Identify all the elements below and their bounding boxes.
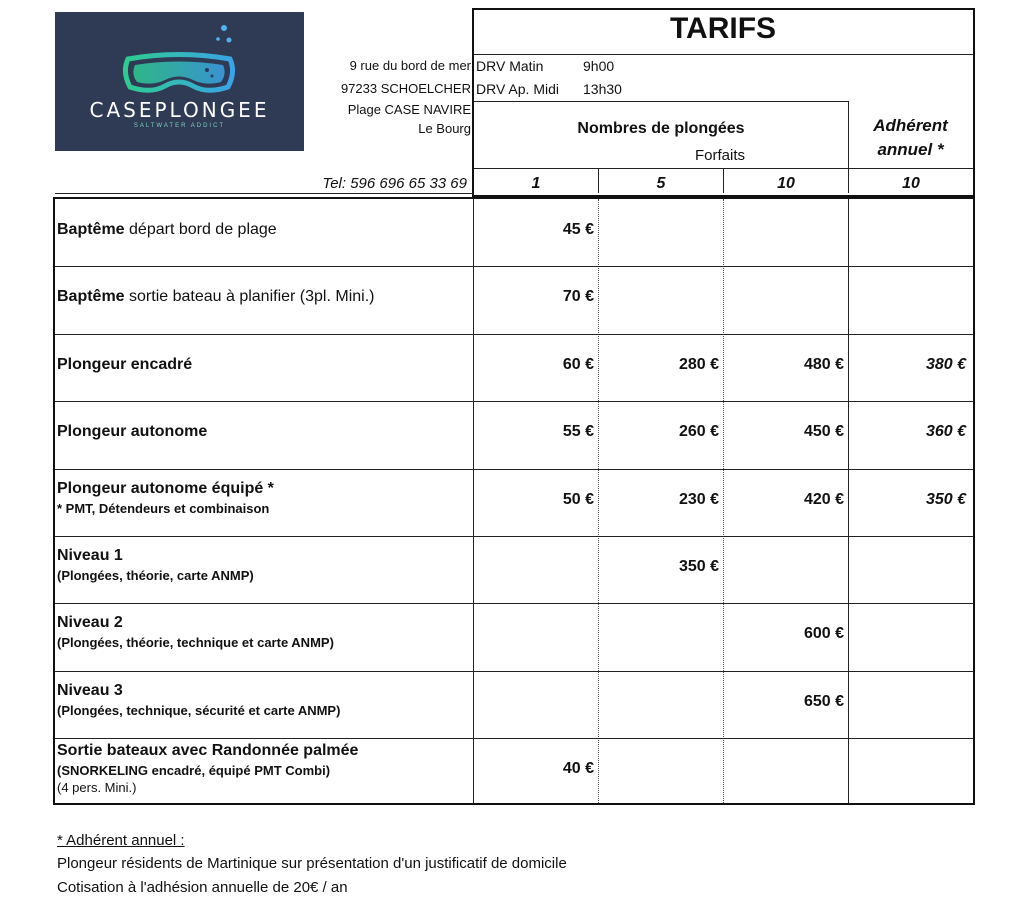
row-divider xyxy=(55,334,973,335)
divider xyxy=(474,101,848,102)
row-note: (Plongées, technique, sécurité et carte ANMP) xyxy=(57,703,341,718)
price-cell: 380 € xyxy=(925,356,966,373)
dives-count-header: Nombres de plongées xyxy=(577,120,745,137)
row-title: Plongeur autonome équipé * xyxy=(57,480,274,497)
drv-label: DRV Ap. Midi xyxy=(476,81,559,97)
price-cell: 70 € xyxy=(562,288,594,305)
price-cell: 280 € xyxy=(678,356,719,373)
row-note: (Plongées, théorie, technique et carte ANMP) xyxy=(57,635,334,650)
price-cell: 45 € xyxy=(562,221,594,238)
row-label xyxy=(57,480,274,516)
price-cell: 260 € xyxy=(678,423,719,440)
column-header-member-10: 10 xyxy=(902,175,920,192)
packages-header: Forfaits xyxy=(695,147,746,164)
row-title: Baptême xyxy=(57,221,125,238)
annual-member-line-2: annuel * xyxy=(877,140,944,159)
brand-name: CASEPLONGEE xyxy=(89,98,270,122)
annual-member-line-1: Adhérent xyxy=(873,116,948,135)
row-title: Niveau 1 xyxy=(57,547,123,564)
price-cell: 350 € xyxy=(925,491,966,508)
row-title: Plongeur encadré xyxy=(57,356,193,373)
row-detail: sortie bateau à planifier (3pl. Mini.) xyxy=(124,288,375,305)
row-title: Baptême xyxy=(57,288,125,305)
divider xyxy=(474,54,973,55)
price-cell: 350 € xyxy=(678,558,719,575)
row-divider xyxy=(55,469,973,470)
divider xyxy=(598,199,599,803)
address-line-2: 97233 SCHOELCHER xyxy=(340,81,471,96)
annual-member-header xyxy=(849,114,972,162)
price-cell: 50 € xyxy=(562,491,594,508)
diving-mask-icon xyxy=(55,12,304,151)
phone-number: Tel: 596 696 65 33 69 xyxy=(322,175,467,192)
row-label xyxy=(57,288,374,306)
drv-label: DRV Matin xyxy=(476,58,544,74)
row-title: Niveau 2 xyxy=(57,614,123,631)
price-cell: 360 € xyxy=(925,423,966,440)
row-label xyxy=(57,614,334,650)
column-header-1: 1 xyxy=(531,175,541,192)
footnote-line-2: Cotisation à l'adhésion annuelle de 20€ / an xyxy=(57,879,348,896)
price-cell: 230 € xyxy=(678,491,719,508)
column-header-10: 10 xyxy=(777,175,795,192)
brand-tagline: SALTWATER ADDICT xyxy=(133,123,226,129)
address-line-4: Le Bourg xyxy=(418,121,471,136)
divider xyxy=(55,193,474,194)
row-divider xyxy=(55,738,973,739)
column-header-5: 5 xyxy=(656,175,666,192)
divider xyxy=(473,199,474,803)
row-note-2: (4 pers. Mini.) xyxy=(57,780,137,795)
address-line-1: 9 rue du bord de mer xyxy=(349,58,471,73)
footnote-title: * Adhérent annuel : xyxy=(57,832,185,849)
drv-time: 9h00 xyxy=(583,58,615,74)
price-cell: 480 € xyxy=(803,356,844,373)
row-title: Plongeur autonome xyxy=(57,423,208,440)
row-title: Sortie bateaux avec Randonnée palmée xyxy=(57,742,359,759)
price-cell: 420 € xyxy=(803,491,844,508)
divider xyxy=(848,199,849,803)
row-detail: départ bord de plage xyxy=(124,221,277,238)
drv-morning xyxy=(476,58,615,74)
page-title: TARIFS xyxy=(669,12,777,45)
row-label xyxy=(57,356,192,374)
footnote-line-1: Plongeur résidents de Martinique sur présentation d'un justificatif de domicile xyxy=(57,855,567,872)
address-line-3: Plage CASE NAVIRE xyxy=(347,102,471,117)
row-label xyxy=(57,682,340,718)
price-cell: 450 € xyxy=(803,423,844,440)
price-cell: 40 € xyxy=(562,760,594,777)
row-divider xyxy=(55,401,973,402)
divider xyxy=(723,199,724,803)
row-divider xyxy=(55,603,973,604)
price-cell: 600 € xyxy=(803,625,844,642)
drv-afternoon xyxy=(476,81,622,97)
price-cell: 650 € xyxy=(803,693,844,710)
price-cell: 55 € xyxy=(562,423,594,440)
row-title: Niveau 3 xyxy=(57,682,123,699)
row-divider xyxy=(55,536,973,537)
row-label xyxy=(57,742,358,795)
row-note: (SNORKELING encadré, équipé PMT Combi) xyxy=(57,763,331,778)
price-cell: 60 € xyxy=(562,356,594,373)
row-label xyxy=(57,423,207,441)
row-label xyxy=(57,547,254,583)
row-divider xyxy=(55,671,973,672)
brand-logo xyxy=(55,12,304,151)
row-label xyxy=(57,221,277,239)
row-note: * PMT, Détendeurs et combinaison xyxy=(57,501,270,516)
row-divider xyxy=(55,266,973,267)
drv-time: 13h30 xyxy=(583,81,622,97)
row-note: (Plongées, théorie, carte ANMP) xyxy=(57,568,254,583)
